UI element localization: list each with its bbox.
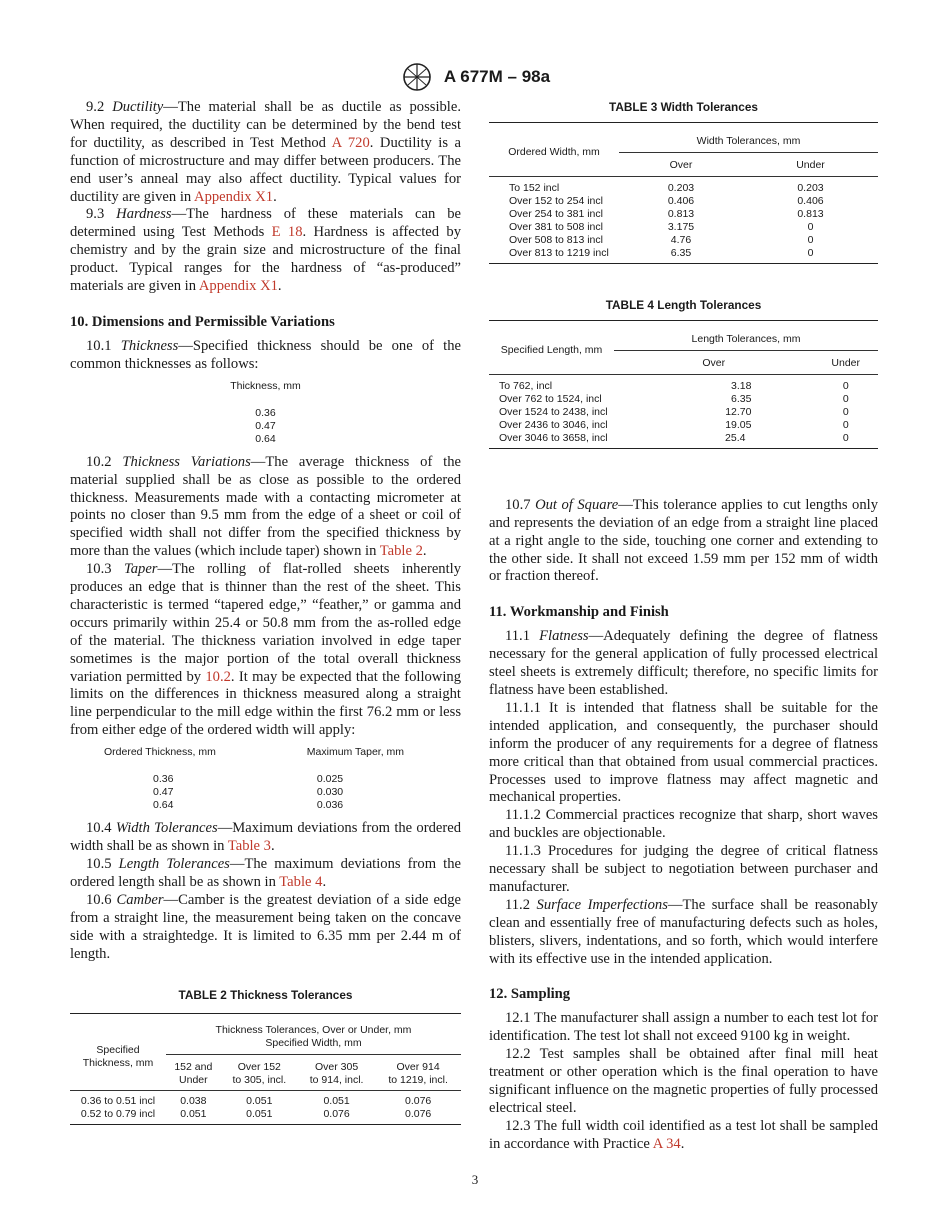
para-term: Taper <box>123 561 158 578</box>
table-cell: To 152 incl <box>509 181 560 194</box>
table-cell: 6.35 <box>731 392 752 405</box>
taper-cell: 0.47 <box>153 786 174 799</box>
table-cell: 0.203 <box>797 181 824 194</box>
table-cell: 0 <box>807 220 814 233</box>
header-text: Thickness Tolerances, Over or Under, mm <box>215 1024 412 1037</box>
taper-cell: 0.64 <box>153 799 174 812</box>
table-4-title: TABLE 4 Length Tolerances <box>605 297 762 312</box>
table-2-col-header <box>375 1055 461 1091</box>
table-cell: 0.051 <box>180 1108 207 1121</box>
table-2-col-header <box>221 1055 298 1091</box>
para-text: . <box>680 1135 685 1152</box>
page-header <box>0 62 950 92</box>
para-term: Surface Imperfections <box>536 896 668 913</box>
right-column <box>489 99 878 1154</box>
table-row <box>489 374 878 393</box>
table-row <box>489 247 878 264</box>
table-3-title: TABLE 3 Width Tolerances <box>609 100 758 114</box>
para-text: —The rolling of flat-rolled sheets inherently produces an edge that is thinner than the rest of the sheet. This characteristic is termed “tapered edge,” “feather,” or gamma and occurs primarily within 25.4 or 50.8 mm from the as-rolled edge of the material. The thickness variation involved in edge taper sometimes is the major portion of the total overall thickness variation permitted by <box>70 561 461 685</box>
para-text: . Ductility is a function of microstructure and may differ between producers. The end user’s anneal may also affect ductility. Typical values for ductility are given in <box>70 134 461 205</box>
table-cell: 0 <box>807 233 814 246</box>
table-cell: 0.076 <box>404 1108 432 1121</box>
thickness-value: 0.47 <box>255 419 276 432</box>
table-row <box>489 393 878 406</box>
para-text: —Maximum deviations from the ordered width shall be as shown in <box>70 820 461 855</box>
table-3-grid <box>489 122 878 264</box>
para-text: . <box>273 188 277 205</box>
table-cell: 0.076 <box>323 1108 350 1121</box>
table-cell: 0.051 <box>323 1095 350 1108</box>
ref-table-3-link[interactable]: Table 3 <box>227 838 271 855</box>
table-cell: 0.406 <box>797 194 824 207</box>
table-row <box>489 406 878 419</box>
table-cell: Over 508 to 813 incl <box>509 233 603 246</box>
thickness-value: 0.36 <box>255 406 276 419</box>
para-term: Width Tolerances <box>115 820 218 837</box>
para-text: —Adequately defining the degree of flatness necessary for the general application of fully processed electrical steel sheets is extremely difficult; therefore, no specific limits for flatness have been established. <box>489 628 878 698</box>
ref-e18-link[interactable]: E 18 <box>271 224 303 241</box>
para-num: 10.5 <box>86 856 112 872</box>
paragraph-12-3 <box>489 1118 878 1154</box>
table-cell: 0 <box>842 405 849 418</box>
para-num: 9.2 <box>86 99 105 115</box>
table-cell: 0.36 to 0.51 incl <box>80 1095 156 1108</box>
table-row <box>489 176 878 195</box>
para-num: 9.3 <box>86 206 105 223</box>
taper-cell: 0.030 <box>316 786 344 799</box>
para-num: 10.4 <box>86 820 112 837</box>
para-term: Thickness <box>120 337 179 354</box>
para-num: 11.2 <box>505 896 530 913</box>
para-text: . <box>322 873 327 890</box>
header-text: Over 152 <box>237 1061 281 1074</box>
taper-cell: 0.025 <box>316 773 344 786</box>
table-cell: 0 <box>807 246 814 259</box>
table-4-grid <box>489 320 878 449</box>
para-text: . It may be expected that the following limits on the differences in thickness measured along a straight line perpendicular to the mill edge within the first 76.2 mm or less from either edge of the ordered width will apply: <box>70 668 461 739</box>
table-cell: Over 254 to 381 incl <box>509 207 603 220</box>
table-cell: 0.52 to 0.79 incl <box>80 1108 156 1121</box>
table-cell: Over 762 to 1524, incl <box>499 392 602 405</box>
para-num: 10.3 <box>86 561 112 578</box>
table-2-header-specified-thickness <box>70 1014 166 1091</box>
para-text: —The maximum deviations from the ordered length shall be as shown in <box>70 856 461 890</box>
page-number: 3 <box>471 1172 479 1187</box>
ref-table-2-link[interactable]: Table 2 <box>379 543 423 560</box>
thickness-value: 0.64 <box>255 432 276 445</box>
table-4-header-specified-length: Specified Length, mm <box>489 320 614 374</box>
para-text: . <box>270 838 275 855</box>
table-cell: 6.35 <box>670 246 692 259</box>
para-text: —This tolerance applies to cut lengths only and represents the deviation of an edge from a straight line placed at a right angle to the side, touching one corner and extending to the other side. It shall not exceed 1.59 mm per 152 mm of width or fraction thereof. <box>489 496 878 585</box>
taper-cell: 0.36 <box>153 773 174 786</box>
para-term: Camber <box>116 891 164 908</box>
table-cell: 0 <box>842 379 849 392</box>
paragraph-10-3 <box>70 561 461 740</box>
table-cell: 0.813 <box>797 207 824 220</box>
table-4 <box>489 297 878 449</box>
para-num: 10.6 <box>86 891 112 908</box>
table-row <box>489 208 878 221</box>
paragraph-11-1-1: 11.1.1 It is intended that flatness shall be suitable for the intended application, and consequently, the purchaser should inform the producer of any requirements for a degree of flatness more critical than that obtained from usual commercial practices. Processes used to improve flatness may affect magnetic and mechanical properties. <box>489 699 878 806</box>
ref-appendix-x1-link[interactable]: Appendix X1 <box>194 188 274 205</box>
paragraph-10-2 <box>70 454 461 561</box>
paragraph-11-2 <box>489 897 878 969</box>
paragraph-10-1 <box>70 338 461 374</box>
ref-10-2-link[interactable]: 10.2 <box>205 668 231 685</box>
para-text: —The material shall be as ductile as possible. When required, the ductility can be determined by the bend test for ductility, as described in Test Method <box>70 99 461 151</box>
table-cell: 0.813 <box>667 207 695 220</box>
table-row <box>489 221 878 234</box>
taper-header-max: Maximum Taper, mm <box>306 746 405 759</box>
para-text: . <box>277 278 282 295</box>
table-cell: Over 813 to 1219 incl <box>509 246 609 259</box>
paragraph-12-1: 12.1 The manufacturer shall assign a number to each test lot for identification. The test lot shall not exceed 9100 kg in weight. <box>489 1010 878 1045</box>
paragraph-9-3 <box>70 206 461 296</box>
table-cell: 12.70 <box>725 405 752 418</box>
table-cell: 0.038 <box>180 1095 207 1108</box>
table-2-header-group <box>166 1014 461 1055</box>
header-text: to 1219, incl. <box>388 1074 448 1087</box>
table-cell: 4.76 <box>670 233 692 246</box>
paragraph-10-5 <box>70 856 461 892</box>
table-3 <box>489 99 878 264</box>
para-num: 10.1 <box>86 337 112 354</box>
paragraph-11-1-3: 11.1.3 Procedures for judging the degree of critical flatness necessary shall be subject to negotiation between purchaser and manufacturer. <box>489 843 878 895</box>
paragraph-12-2: 12.2 Test samples shall be obtained after final mill heat treatment or other operation which is the final operation to have significant influence on the magnetic properties of fully processed electrical steel. <box>489 1046 878 1116</box>
table-row <box>70 1091 461 1109</box>
para-num: 10.7 <box>505 496 531 513</box>
astm-logo-icon <box>400 62 434 92</box>
para-term: Ductility <box>112 99 164 115</box>
table-2 <box>70 987 461 1125</box>
para-text: —The average thickness of the material supplied shall be as close as possible to the ordered thickness. Measurements made with a contacting micrometer at points no closer than 9.5 mm from the edge of a sheet or coil of specified width shall not differ from the specified thickness by more than the values (which include taper) shown in <box>70 453 461 560</box>
para-num: 10.2 <box>86 453 112 470</box>
para-text: . <box>422 543 427 560</box>
para-term: Flatness <box>539 628 589 645</box>
header-text: Under <box>179 1074 208 1087</box>
table-cell: Over 152 to 254 incl <box>509 194 603 207</box>
header-text: Over 914 <box>396 1061 440 1074</box>
table-2-grid <box>70 1013 461 1125</box>
para-text: . Hardness is affected by chemistry and by the grain size and microstructure of the final product. Typical ranges for the hardness of “as-produced” materials are given in <box>70 224 461 295</box>
ref-table-4-link[interactable]: Table 4 <box>279 873 323 890</box>
para-text: —Camber is the greatest deviation of a side edge from a straight line, the measurement being taken on the concave side with a straightedge. It is limited to 6.35 mm per 2.44 m of length. <box>70 891 461 962</box>
table-row <box>489 234 878 247</box>
table-2-col-header <box>166 1055 221 1091</box>
table-4-header-over: Over <box>702 356 726 369</box>
table-cell: 0.051 <box>246 1095 273 1108</box>
section-11-heading: 11. Workmanship and Finish <box>489 604 669 621</box>
para-text: —The surface shall be reasonably clean and essentially free of manufacturing defects such as holes, blisters, slivers, indentations, and so forth, which would interfere with its effective use in the intended application. <box>489 896 878 967</box>
table-cell: Over 381 to 508 incl <box>509 220 603 233</box>
ref-a720-link[interactable]: A 720 <box>331 134 370 151</box>
thickness-list <box>70 380 461 446</box>
paragraph-10-6 <box>70 892 461 964</box>
table-cell: 0.203 <box>667 181 695 194</box>
table-row <box>70 1108 461 1125</box>
table-cell: 3.175 <box>667 220 695 233</box>
ref-appendix-x1-link[interactable]: Appendix X1 <box>198 278 278 295</box>
table-row <box>489 432 878 449</box>
para-text: —Specified thickness should be one of the common thicknesses as follows: <box>70 337 461 372</box>
table-4-header-group: Length Tolerances, mm <box>614 320 878 350</box>
paragraph-9-2 <box>70 99 461 206</box>
paragraph-10-7 <box>489 497 878 587</box>
table-row <box>489 195 878 208</box>
taper-header-thickness: Ordered Thickness, mm <box>104 746 216 759</box>
para-term: Hardness <box>116 206 172 223</box>
table-cell: 25.4 <box>725 431 746 444</box>
thickness-list-header: Thickness, mm <box>230 379 301 392</box>
header-text: Specified Thickness, mm <box>82 1044 154 1070</box>
paragraph-10-4 <box>70 820 461 856</box>
table-cell: 0.051 <box>246 1108 273 1121</box>
table-cell: 0.076 <box>404 1095 432 1108</box>
header-text: Specified Width, mm <box>265 1037 362 1050</box>
table-2-title: TABLE 2 Thickness Tolerances <box>178 988 353 1003</box>
table-cell: To 762, incl <box>499 379 553 392</box>
table-3-header-group: Width Tolerances, mm <box>619 122 878 152</box>
table-cell: 0 <box>842 431 849 444</box>
taper-cell: 0.036 <box>316 799 344 812</box>
table-cell: 0.406 <box>667 194 695 207</box>
table-cell: 3.18 <box>731 379 752 392</box>
para-term: Length Tolerances <box>118 856 230 872</box>
table-cell: 0 <box>842 418 849 431</box>
ref-a34-link[interactable]: A 34 <box>652 1135 681 1152</box>
paragraph-11-1 <box>489 628 878 700</box>
header-text: to 914, incl. <box>309 1074 364 1087</box>
table-3-header-over: Over <box>669 158 693 171</box>
table-3-header-under: Under <box>796 158 825 171</box>
table-cell: 0 <box>842 392 849 405</box>
para-term: Thickness Variations <box>122 453 251 470</box>
designation: A 677M – 98a <box>443 67 551 86</box>
taper-list <box>70 746 461 812</box>
header-text: to 305, incl. <box>232 1074 287 1087</box>
table-2-col-header <box>298 1055 375 1091</box>
section-10-heading: 10. Dimensions and Permissible Variations <box>70 313 335 330</box>
table-3-header-ordered-width: Ordered Width, mm <box>489 122 619 176</box>
table-cell: Over 3046 to 3658, incl <box>499 431 608 444</box>
header-text: Over 305 <box>315 1061 359 1074</box>
para-text: 12.3 The full width coil identified as a test lot shall be sampled in accordance with Practice <box>489 1117 878 1152</box>
table-cell: Over 2436 to 3046, incl <box>499 418 608 431</box>
header-text: 152 and <box>174 1061 213 1074</box>
table-cell: Over 1524 to 2438, incl <box>499 405 608 418</box>
left-column <box>70 99 461 1125</box>
table-row <box>489 419 878 432</box>
table-cell: 19.05 <box>725 418 752 431</box>
table-4-header-under: Under <box>831 356 861 369</box>
para-text: —The hardness of these materials can be determined using Test Methods <box>70 206 461 241</box>
para-term: Out of Square <box>535 496 619 513</box>
para-num: 11.1 <box>505 628 530 645</box>
section-12-heading: 12. Sampling <box>489 986 571 1003</box>
paragraph-11-1-2: 11.1.2 Commercial practices recognize that sharp, short waves and buckles are objectionable. <box>489 807 878 842</box>
